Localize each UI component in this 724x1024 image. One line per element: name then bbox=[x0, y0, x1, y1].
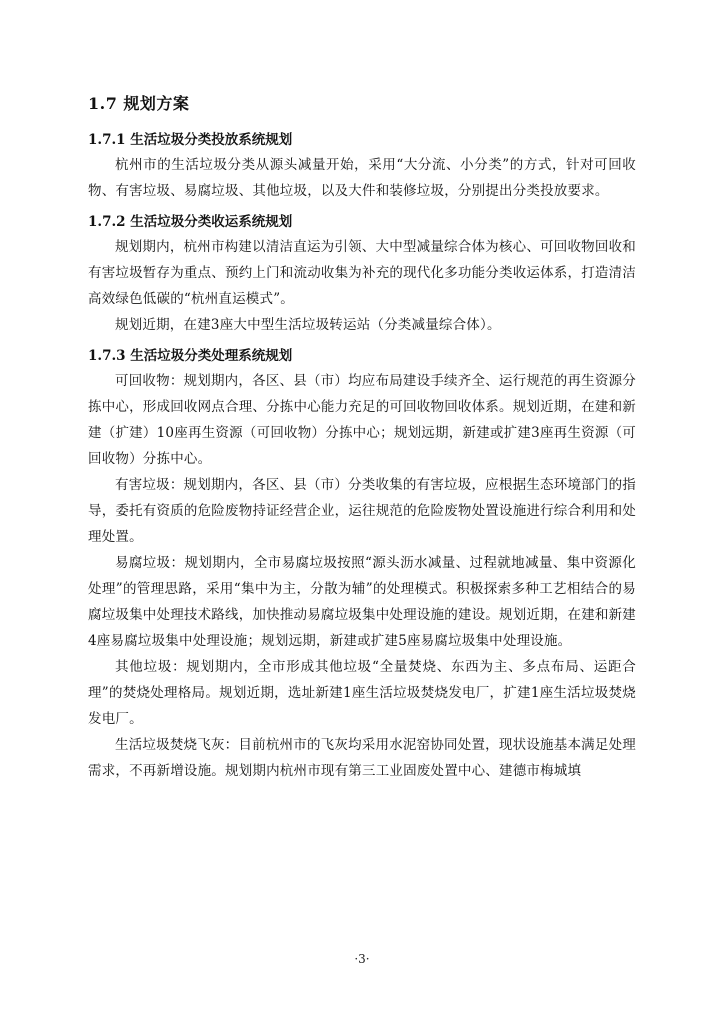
paragraph: 生活垃圾焚烧飞灰：目前杭州市的飞灰均采用水泥窑协同处置，现状设施基本满足处理需求，不再新增设施。规划期内杭州市现有第三工业固废处置中心、建德市梅城填 bbox=[88, 737, 636, 779]
paragraph: 易腐垃圾：规划期内，全市易腐垃圾按照“源头沥水减量、过程就地减量、集中资源化处理”的管理思路，采用“集中为主，分散为辅”的处理模式。积极探索多种工艺相结合的易腐垃圾集中处理技术路线，加快推动易腐垃圾集中处理设施的建设。规划近期，在建和新建4座易腐垃圾集中处理设施；规划远期，新建或扩建5座易腐垃圾集中处理设施。 bbox=[88, 555, 636, 649]
paragraph: 规划期内，杭州市构建以清洁直运为引领、大中型减量综合体为核心、可回收物回收和有害垃圾暂存为重点、预约上门和流动收集为补充的现代化多功能分类收运体系，打造清洁高效绿色低碳的“杭州直运模式”。 bbox=[88, 239, 636, 307]
paragraph: 有害垃圾：规划期内，各区、县（市）分类收集的有害垃圾，应根据生态环境部门的指导，委托有资质的危险废物持证经营企业，运往规范的危险废物处置设施进行综合利用和处理处置。 bbox=[88, 477, 636, 545]
subsection-heading: 1.7.3 生活垃圾分类处理系统规划 bbox=[88, 348, 293, 364]
section-title: 1.7 规划方案 bbox=[88, 94, 190, 113]
subsection-heading: 1.7.1 生活垃圾分类投放系统规划 bbox=[88, 132, 293, 148]
paragraph: 规划近期，在建3座大中型生活垃圾转运站（分类减量综合体）。 bbox=[115, 317, 501, 333]
paragraph: 杭州市的生活垃圾分类从源头减量开始，采用“大分流、小分类”的方式，针对可回收物、有害垃圾、易腐垃圾、其他垃圾，以及大件和装修垃圾，分别提出分类投放要求。 bbox=[88, 157, 636, 199]
paragraph: 可回收物：规划期内，各区、县（市）均应布局建设手续齐全、运行规范的再生资源分拣中心，形成回收网点合理、分拣中心能力充足的可回收物回收体系。规划近期，在建和新建（扩建）10座再生资源（可回收物）分拣中心；规划远期，新建或扩建3座再生资源（可回收物）分拣中心。 bbox=[88, 373, 636, 467]
page-content bbox=[88, 92, 636, 784]
page-number: ·3· bbox=[354, 952, 370, 966]
subsection-heading: 1.7.2 生活垃圾分类收运系统规划 bbox=[88, 214, 293, 230]
paragraph: 其他垃圾：规划期内，全市形成其他垃圾“全量焚烧、东西为主、多点布局、运距合理”的焚烧处理格局。规划近期，选址新建1座生活垃圾焚烧发电厂，扩建1座生活垃圾焚烧发电厂。 bbox=[88, 659, 636, 727]
